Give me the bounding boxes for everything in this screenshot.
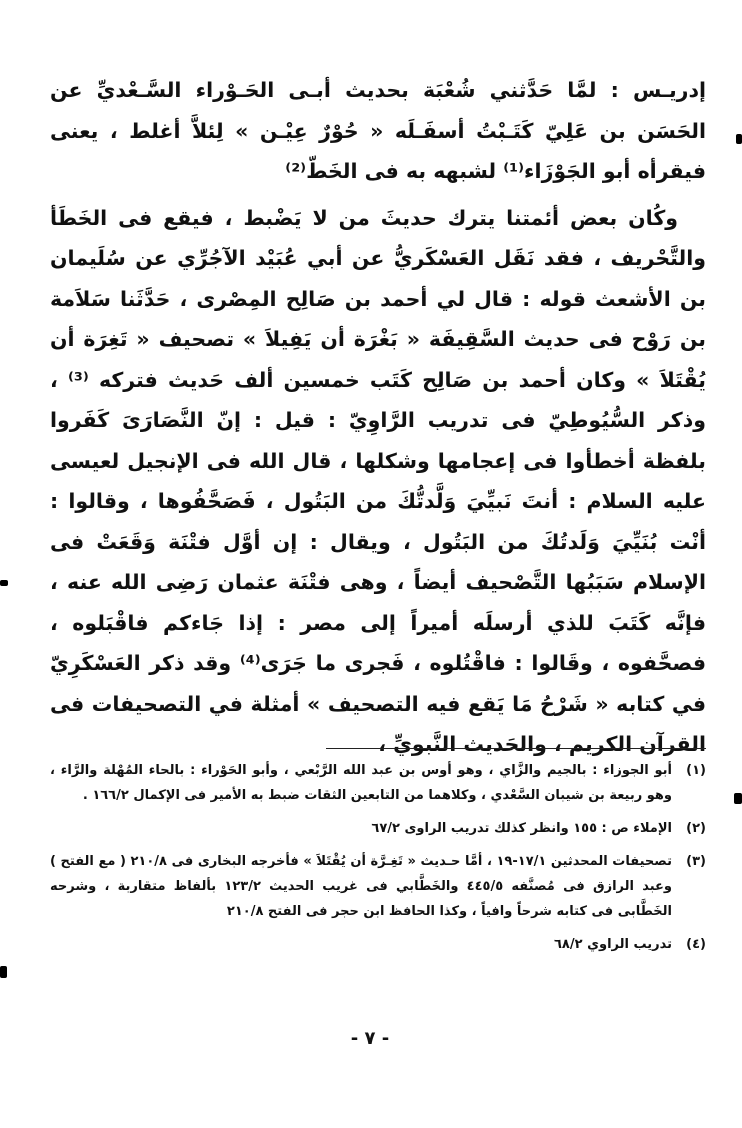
paragraph-2: وكُان بعض أئمتنا يترك حديثَ من لا يَضْبط ، فيقع فى الخَطَأ والتَّحْريف ، فقد نَقَل العَسْكَريُّ عن أبي عُبَيْد الآجُرِّي عن سُلَيمان بن الأشعث قوله : قال لي أحمد بن صَالِح المِصْرى ، حَدَّثَنا سَلاَمة بن رَوْح فى حديث السَّقِيفَة « بَغْرَة أن يَفِيلاَ » تصحيف « تَغِرَة أن يُقْتَلاَ » وكان أحمد بن صَالِح كَتَب خمسين ألف حَديث فتركه ⁽³⁾ ، وذكر السُّيُوطِيّ فى تدريب الرَّاوِيّ : قيل : إنّ النَّصَارَىَ كَفَروا بلفظة أخطأوا فى إعجامها وشكلها ، قال الله فى الإنجيل لعيسى عليه السلام : أنتَ نَبيِّيَ وَلَّدتُّكَ من البَتُول ، فَصَحَّفُوها ، وقالوا : أنْت بُنَيِّيَ وَلَدتُكَ من البَتُول ، ويقال : إن أوَّل فتْنَة وَقَعَتْ فى الإسلام سَبَبُها التَّصْحيف أيضاً ، وهى فتْنَة عثمان رَضِى الله عنه ، فإنَّه كَتَبَ للذي أرسلَه أميراً إلى مصر : إذا جَاءكم فاقْبَلوه ، فصحَّفوه ، وقَالوا : فاقْتُلوه ، فَجرى ما جَرَى⁽⁴⁾ وقد ذكر العَسْكَرِيّ في كتابه « شَرْحُ مَا يَقع فيه التصحيف » أمثلة في التصحيفات فى القرآن الكريم ، والحَديث النَّبويِّ ، bbox=[50, 205, 707, 756]
scan-edge-mark bbox=[734, 793, 742, 804]
paragraph-1: إدريـس : لمَّا حَدَّثني شُعْبَة بحديث أبـى الحَـوْراء السَّـعْديِّ عن الحَسَن بن عَلِيّ كَتَـبْتُ أسفَـلَه « حُوْرٌ عِيْـن » لِئلاَّ أغلط ، يعنى فيقرأه أبو الجَوْزَاء⁽¹⁾ لشبهه به فى الخَطّ⁽²⁾ bbox=[50, 78, 706, 183]
footnote-3 bbox=[50, 849, 706, 924]
footnote-3-number: (٣) bbox=[686, 854, 706, 869]
main-body-text bbox=[50, 70, 706, 765]
footnote-separator bbox=[326, 748, 706, 749]
page-number: - ٧ - bbox=[350, 1028, 390, 1049]
footnote-3-text: تصحيفات المحدثين ١٧/١-١٩ ، أمَّا حـديث « تَغِـرَّة أن يُقْتَلاَ » فأخرجه البخارى فى ٢١٠/٨ ( مع الفتح ) وعبد الرازق فى مُصنَّفه ٤٤٥/٥ والخَطَّابي فى غريب الحديث ١٢٣/٢ بألفاظ متقاربة ، وشرحه الخَطَّابى فى كتابه شرحاً وافياً ، وكذا الحافظ ابن حجر فى الفتح ٢١٠/٨ bbox=[50, 854, 672, 919]
scan-edge-mark bbox=[0, 966, 7, 978]
footnote-1-number: (١) bbox=[686, 763, 706, 778]
footnote-4 bbox=[50, 932, 706, 957]
footnotes-section bbox=[50, 758, 706, 965]
footnote-2-number: (٢) bbox=[686, 821, 706, 836]
footnote-1-text: أبو الجوزاء : بالجيم والزَّاي ، وهو أوس بن عبد الله الرَّبْعي ، وأبو الحَوْراء : بالحاء المُهْلة والرَّاء ، وهو ربيعة بن شيبان السَّعْدي ، وكلاهما من التابعين الثقات ضبط به الأمير فى الإكمال ١٦٦/٢ . bbox=[50, 763, 672, 803]
footnote-2-text: الإملاء ص : ١٥٥ وانظر كذلك تدريب الراوى ٦٧/٢ bbox=[371, 821, 672, 836]
footnote-4-number: (٤) bbox=[686, 937, 706, 952]
footnote-2 bbox=[50, 816, 706, 841]
scan-edge-mark bbox=[736, 134, 742, 144]
scan-edge-mark bbox=[0, 580, 8, 586]
footnote-1 bbox=[50, 758, 706, 808]
footnote-4-text: تدريب الراوي ٦٨/٢ bbox=[553, 937, 672, 952]
